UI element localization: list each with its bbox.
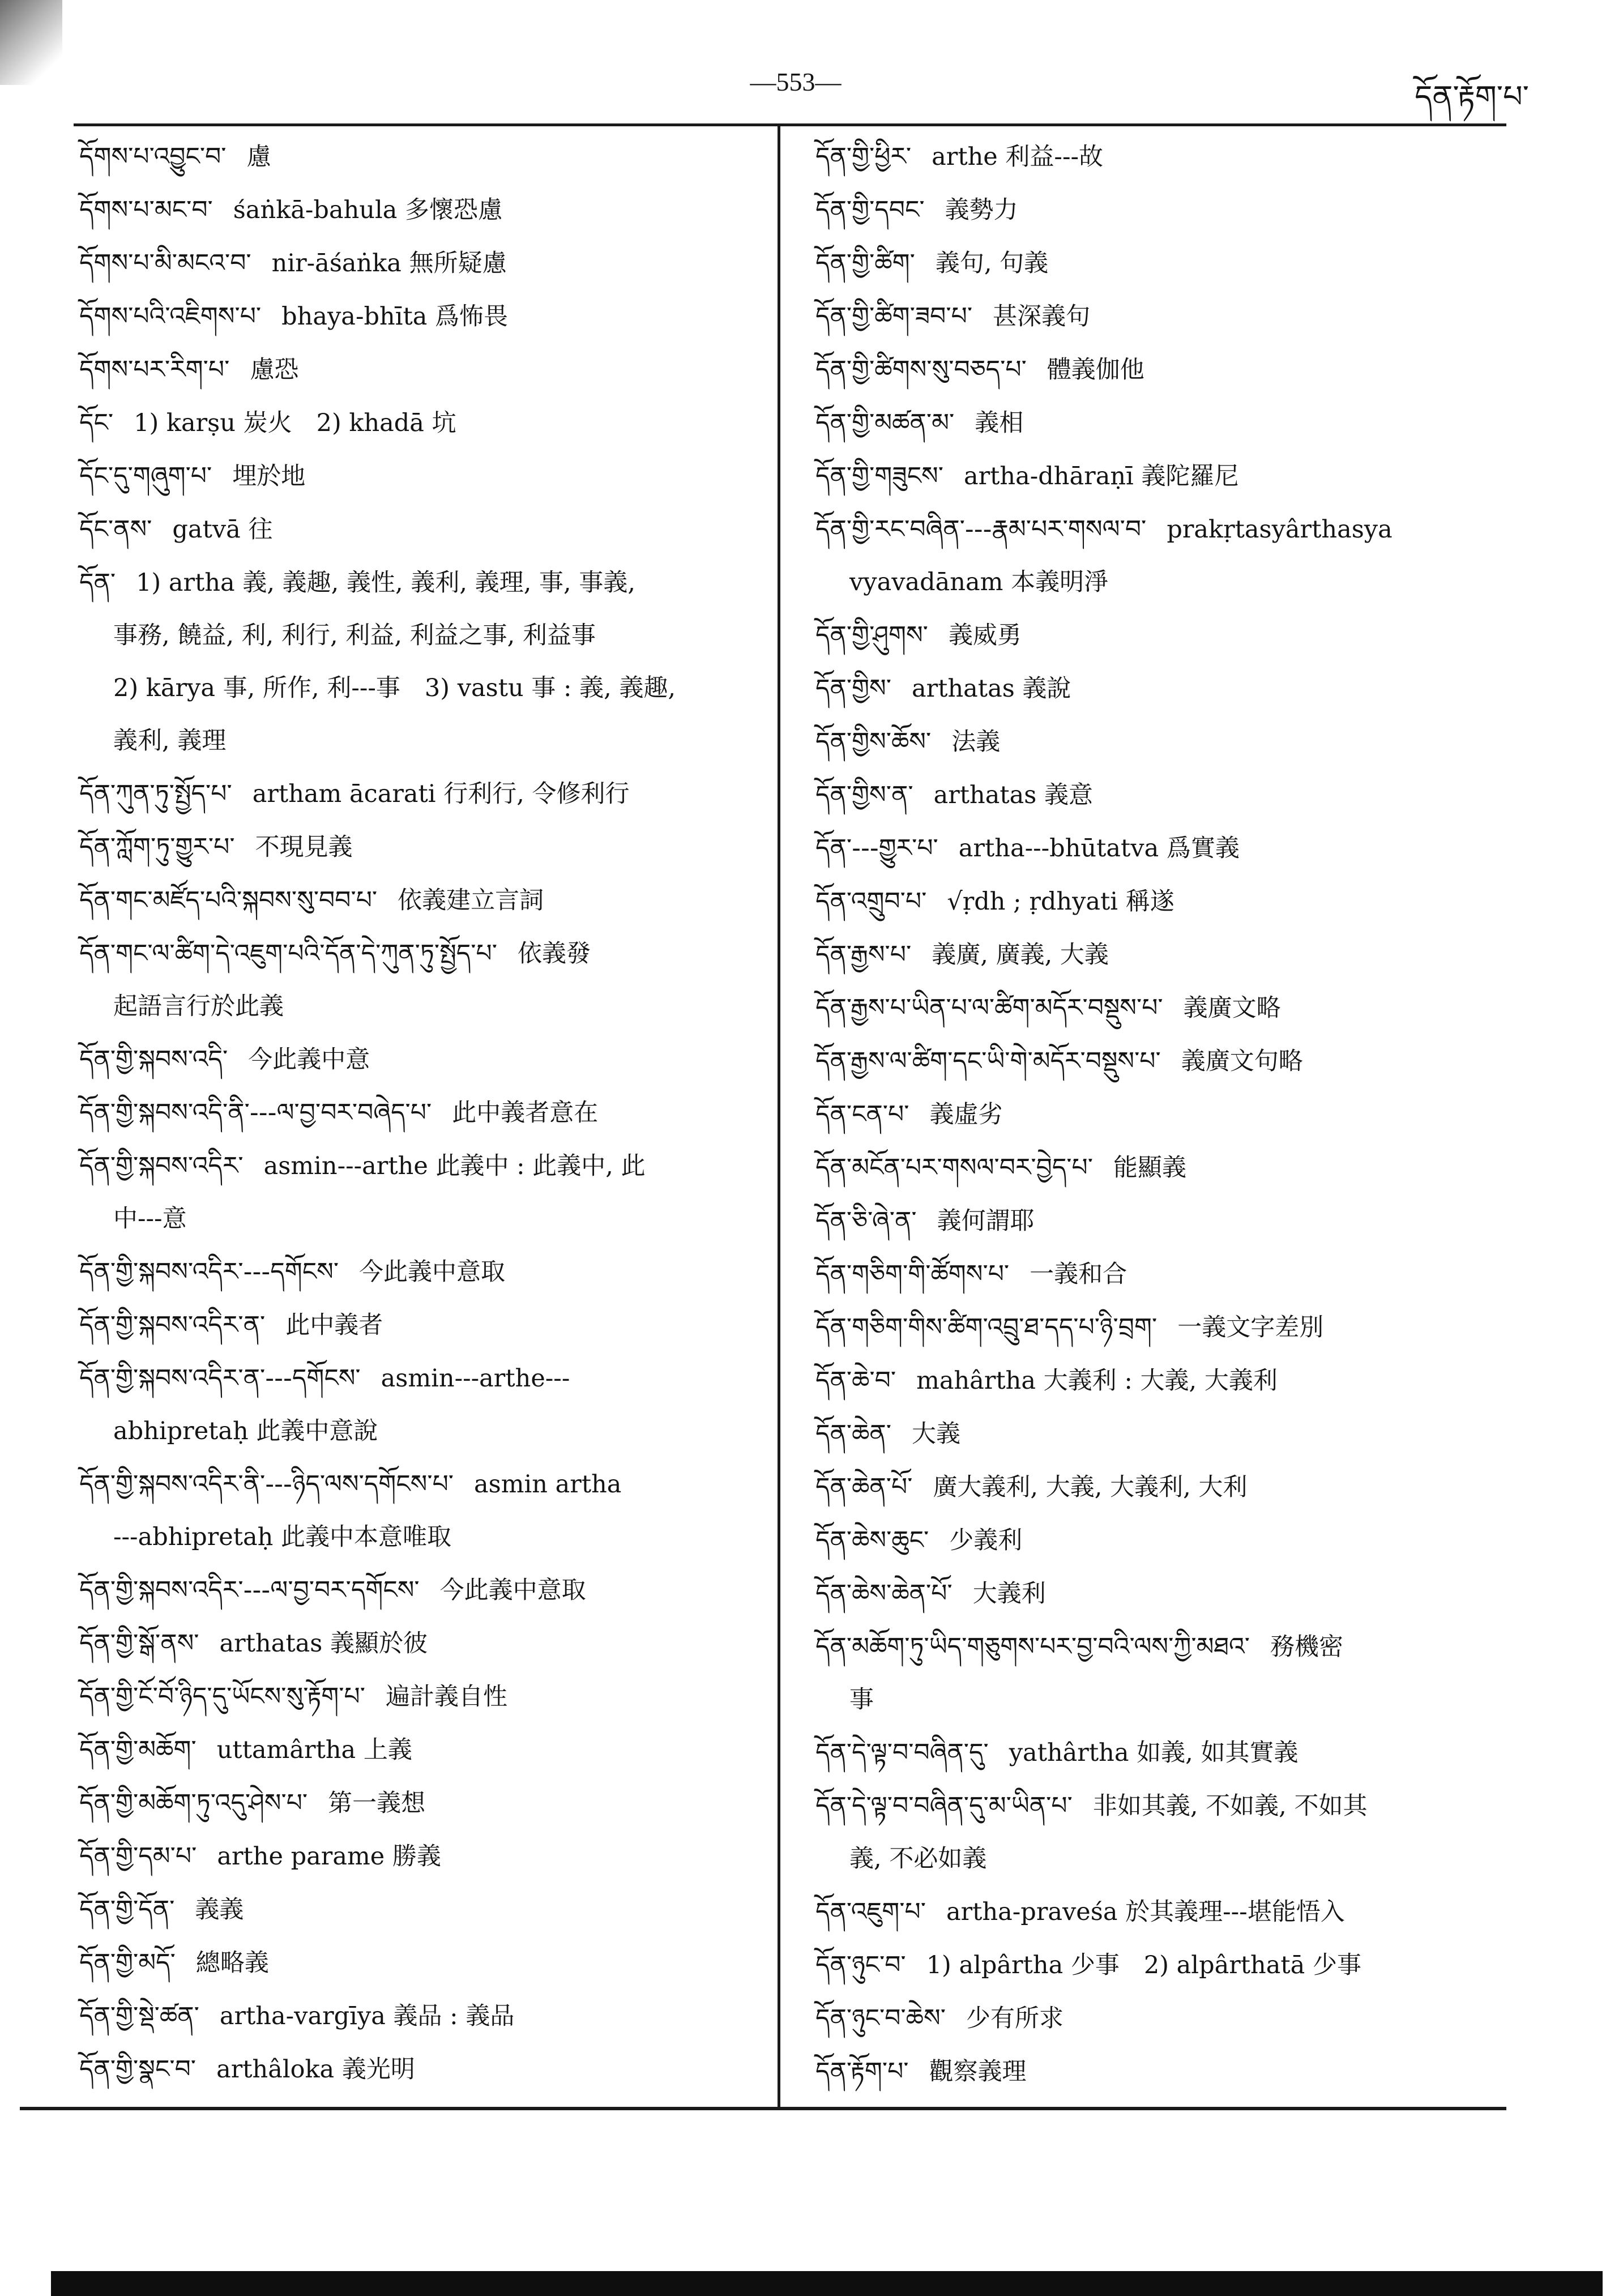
dictionary-entry (815, 1567, 1495, 1620)
entry-line (79, 1564, 759, 1617)
dictionary-entry (79, 1936, 759, 1990)
entry-definition: nir-āśaṅka 無所疑慮 (271, 249, 507, 278)
tibetan-headword: དོན་ངན་པ་ (815, 1100, 909, 1129)
entry-definition: artham ācarati 行利行, 令修利行 (252, 780, 630, 808)
dictionary-entry (79, 1830, 759, 1883)
tibetan-headword: དོན་གྱི་ཚིག་ (815, 249, 915, 278)
tibetan-headword: དོང་ནས་ (79, 515, 152, 544)
entry-line (79, 237, 759, 290)
entry-definition: uttamârtha 上義 (216, 1736, 412, 1764)
tibetan-headword: དོན་གྱི་གཟུངས་ (815, 462, 943, 490)
entry-definition: 體義伽他 (1047, 356, 1144, 384)
tibetan-headword: དོན་གྱི་སྒོ་ནས་ (79, 1629, 199, 1658)
entry-line (815, 1992, 1495, 2045)
entry-line (815, 715, 1495, 769)
dictionary-entry (79, 1617, 759, 1670)
entry-line (815, 1779, 1495, 1833)
dictionary-entry (815, 1620, 1495, 1726)
entry-line (815, 343, 1495, 396)
entry-definition: 慮 (246, 143, 271, 171)
entry-line (815, 503, 1495, 556)
entry-line (815, 1567, 1495, 1620)
tibetan-headword: དོན་དེ་ལྟ་བ་བཞིན་དུ་མ་ཡིན་པ་ (815, 1791, 1073, 1820)
entry-definition: 甚深義句 (993, 302, 1091, 331)
tibetan-headword: དོན་གྱི་མཆོག་ཏུ་འདུ་ཤེས་པ་ (79, 1789, 308, 1817)
dictionary-entry (815, 450, 1495, 503)
dictionary-entry (815, 2045, 1495, 2098)
dictionary-entry (79, 1299, 759, 1352)
entry-line (79, 1033, 759, 1086)
tibetan-headword: དོན་གྱི་སྐབས་འདིར་ན་ (79, 1311, 266, 1339)
entry-continuation-line (79, 715, 759, 767)
entry-definition: 埋於地 (232, 462, 306, 490)
entry-line (815, 450, 1495, 503)
entry-line (815, 183, 1495, 237)
dictionary-entry (79, 1245, 759, 1299)
dictionary-entry (815, 928, 1495, 981)
entry-definition: 今此義中意取 (359, 1258, 506, 1286)
entry-line (815, 1035, 1495, 1088)
tibetan-headword: དོན་གྱི་སྡེ་ཚན་ (79, 2001, 199, 2030)
tibetan-headword: དོན་ཆེན་པོ་ (815, 1473, 913, 1501)
tibetan-headword: དོན་གྱི་དབང་ (815, 195, 925, 224)
entry-line (79, 503, 759, 556)
entry-definition: 義勢力 (945, 196, 1018, 224)
entry-line (79, 1777, 759, 1830)
entry-definition: 此中義者 (285, 1311, 383, 1339)
tibetan-headword: དོན་འཇུག་པ་ (815, 1897, 926, 1926)
entry-line (79, 396, 759, 450)
dictionary-entry (79, 1564, 759, 1617)
tibetan-headword: དོན་མངོན་པར་གསལ་བར་བྱེད་པ་ (815, 1153, 1093, 1182)
entry-definition: 第一義想 (328, 1789, 426, 1817)
entry-definition: 義利, 義理 (113, 727, 227, 755)
tibetan-headword: དོན་གྱི་སྐབས་འདིར་ན་---དགོངས་ (79, 1364, 361, 1393)
entry-definition: 義義 (195, 1896, 244, 1924)
entry-definition: arthe 利益---故 (932, 143, 1104, 171)
tibetan-headword: དོན་གྱི་ཚིགས་སུ་བཅད་པ་ (815, 355, 1027, 384)
entry-line (815, 609, 1495, 662)
dictionary-entry (815, 1088, 1495, 1141)
entry-definition: asmin---arthe--- (381, 1364, 570, 1393)
tibetan-headword: དོན་གྱི་ཚིག་ཟབ་པ་ (815, 302, 973, 331)
tibetan-headword: དོན་གྱི་དོན་ (79, 1895, 175, 1924)
tibetan-headword: དོན་འགྲུབ་པ་ (815, 887, 927, 916)
entry-definition: 總略義 (195, 1949, 269, 1977)
dictionary-entry (79, 343, 759, 396)
entry-definition: arthatas 義顯於彼 (219, 1629, 428, 1658)
entry-definition: 此中義者意在 (452, 1099, 599, 1127)
tibetan-headword: དོན་གང་ལ་ཚིག་དེ་འཇུག་པའི་དོན་དེ་ཀུན་ཏུ་སྤྱོད་པ་ (79, 939, 497, 968)
dictionary-entry (815, 1514, 1495, 1567)
tibetan-headword: དོགས་པ་མི་མངའ་བ་ (79, 249, 251, 278)
entry-line (79, 130, 759, 183)
tibetan-headword: དོན་ཆེས་ཆུང་ (815, 1526, 929, 1555)
dictionary-entry (79, 1458, 759, 1564)
entry-definition: 慮恐 (250, 356, 299, 384)
dictionary-entry (815, 183, 1495, 237)
entry-line (79, 767, 759, 821)
tibetan-headword: དོན་གྱི་སྐབས་འདིར་ (79, 1151, 244, 1180)
dictionary-entry (79, 874, 759, 927)
dictionary-entry (815, 875, 1495, 928)
dictionary-entry (815, 396, 1495, 450)
tibetan-headword: དོན་ཉུང་བ་ (815, 1951, 906, 1979)
entry-definition: bhaya-bhīta 爲怖畏 (281, 302, 509, 331)
entry-definition: asmin artha (474, 1470, 622, 1499)
entry-continuation-line (815, 1674, 1495, 1726)
entry-definition: 不現見義 (255, 833, 353, 861)
entry-line (815, 1620, 1495, 1674)
entry-line (79, 1086, 759, 1140)
entry-continuation-line (79, 1193, 759, 1245)
entry-definition: 廣大義利, 大義, 大義利, 大利 (933, 1473, 1248, 1501)
tibetan-headword: དོན་གྱི་རང་བཞིན་---རྣམ་པར་གསལ་བ་ (815, 515, 1147, 544)
tibetan-headword: དོན་གྱི་མཚན་མ་ (815, 408, 955, 437)
dictionary-entry (815, 1035, 1495, 1088)
entry-line (815, 1726, 1495, 1779)
entry-definition: 2) kārya 事, 所作, 利---事 3) vastu 事 : 義, 義趣, (113, 674, 676, 702)
entry-line (815, 1194, 1495, 1248)
entry-line (815, 290, 1495, 343)
entry-definition: arthatas 義說 (911, 675, 1071, 703)
tibetan-headword: དོན་གྱི་མཆོག་ (79, 1735, 197, 1764)
entry-line (79, 927, 759, 980)
entry-line (79, 821, 759, 874)
dictionary-entry (79, 237, 759, 290)
dictionary-entry (79, 821, 759, 874)
tibetan-headword: དོན་རྒྱས་པ་ཡིན་པ་ལ་ཚིག་མདོར་བསྡུས་པ་ (815, 993, 1163, 1022)
tibetan-headword: དོན་གྱི་ངོ་བོ་ཉིད་དུ་ཡོངས་སུ་རྟོག་པ་ (79, 1682, 365, 1711)
entry-line (815, 130, 1495, 183)
tibetan-headword: དོན་གྱི་སྐབས་འདིར་---དགོངས་ (79, 1257, 339, 1286)
dictionary-entry (815, 1407, 1495, 1461)
entry-definition: 1) karṣu 炭火 2) khadā 坑 (134, 409, 456, 437)
entry-line (815, 1088, 1495, 1141)
entry-definition: 觀察義理 (929, 2058, 1027, 2086)
entry-line (79, 1140, 759, 1193)
entry-definition: 義廣文略 (1183, 994, 1281, 1022)
entry-line (815, 1248, 1495, 1301)
entry-line (79, 1883, 759, 1936)
dictionary-entry (815, 981, 1495, 1035)
entry-line (79, 1830, 759, 1883)
entry-definition: 依義發 (517, 940, 591, 968)
entry-line (815, 396, 1495, 450)
entry-definition: 義威勇 (948, 621, 1022, 650)
entry-definition: 少有所求 (966, 2004, 1064, 2033)
tibetan-headword: དོན་མཆོག་ཏུ་ཡིད་གཅུགས་པར་བྱ་བའི་ལས་ཀྱི་མཐའ་ (815, 1632, 1250, 1661)
dictionary-entry (815, 822, 1495, 875)
entry-definition: 今此義中意 (248, 1045, 370, 1074)
entry-definition: 義相 (975, 409, 1024, 437)
entry-line (815, 928, 1495, 981)
running-head: དོན་རྟོག་པ་ (1415, 79, 1529, 114)
entry-continuation-line (79, 980, 759, 1033)
entry-line (79, 1990, 759, 2043)
entry-line (815, 237, 1495, 290)
tibetan-headword: དོན་ཉུང་བ་ཆེས་ (815, 2004, 946, 2033)
tibetan-headword: དོགས་པ་འབྱུང་བ་ (79, 142, 227, 171)
tibetan-headword: དོགས་པའི་འཇིགས་པ་ (79, 302, 262, 331)
tibetan-headword: དོགས་པ་མང་བ་ (79, 195, 213, 224)
entry-definition: mahârtha 大義利 : 大義, 大義利 (916, 1367, 1278, 1395)
entry-definition: artha---bhūtatva 爲實義 (958, 834, 1240, 863)
entry-line (815, 875, 1495, 928)
entry-definition: √ṛdh ; ṛdhyati 稱遂 (947, 887, 1174, 916)
bottom-rule (20, 2107, 1506, 2110)
dictionary-entry (79, 1883, 759, 1936)
entry-definition: 依義建立言詞 (398, 886, 544, 915)
entry-definition: 1) artha 義, 義趣, 義性, 義利, 義理, 事, 事義, (136, 569, 636, 597)
entry-line (79, 874, 759, 927)
entry-line (79, 1245, 759, 1299)
scan-corner-smudge (0, 0, 62, 85)
dictionary-entry (815, 343, 1495, 396)
tibetan-headword: དོན་ (79, 568, 116, 597)
dictionary-entry (815, 662, 1495, 715)
dictionary-entry (79, 1777, 759, 1830)
tibetan-headword: དོན་གྱི་མདོ་ (79, 1948, 176, 1977)
entry-definition: asmin---arthe 此義中 : 此義中, 此 (263, 1152, 646, 1180)
tibetan-headword: དོན་ཀློག་ཏུ་གྱུར་པ་ (79, 833, 235, 861)
tibetan-headword: དོན་གྱིས་ན་ (815, 780, 913, 809)
entry-definition: 義句, 句義 (935, 249, 1049, 278)
tibetan-headword: དོན་གྱི་སྣང་བ་ (79, 2055, 197, 2084)
entry-definition: 遍計義自性 (385, 1683, 507, 1711)
tibetan-headword: དོན་གྱི་སྐབས་འདི་ (79, 1045, 228, 1074)
dictionary-entry (79, 396, 759, 450)
dictionary-entry (79, 1033, 759, 1086)
entry-definition: 法義 (951, 728, 1001, 756)
dictionary-entry (79, 1352, 759, 1458)
tibetan-headword: དོན་གྱི་སྐབས་འདིར་---ལ་བྱ་བར་དགོངས་ (79, 1576, 420, 1604)
dictionary-entry (79, 2043, 759, 2096)
top-rule (74, 123, 1506, 126)
entry-definition: artha-vargīya 義品 : 義品 (219, 2002, 515, 2030)
entry-line (79, 290, 759, 343)
entry-definition: arthâloka 義光明 (216, 2055, 415, 2084)
dictionary-entry (815, 609, 1495, 662)
entry-definition: 中---意 (113, 1205, 187, 1233)
entry-line (79, 1670, 759, 1723)
entry-line (79, 556, 759, 609)
tibetan-headword: དོན་གྱི་ཤུགས་ (815, 621, 928, 650)
tibetan-headword: དོགས་པར་རིག་པ་ (79, 355, 230, 384)
tibetan-headword: དོན་ཀུན་ཏུ་སྤྱོད་པ་ (79, 779, 232, 808)
entry-line (79, 2043, 759, 2096)
dictionary-entry (79, 1140, 759, 1245)
entry-definition: śaṅkā-bahula 多懷恐慮 (233, 196, 503, 224)
entry-definition: 義, 不必如義 (849, 1845, 987, 1873)
entry-definition: 少義利 (949, 1526, 1023, 1555)
entry-definition: 一義文字差別 (1177, 1313, 1324, 1342)
dictionary-entry (79, 927, 759, 1033)
tibetan-headword: དོན་གྱི་སྐབས་འདིར་ནི་---ཉིད་ལས་དགོངས་པ་ (79, 1470, 454, 1499)
entry-definition: arthatas 義意 (933, 781, 1094, 809)
entry-continuation-line (79, 1511, 759, 1564)
tibetan-headword: དོན་གྱིས་ཆོས་ (815, 727, 932, 756)
dictionary-entry (79, 290, 759, 343)
tibetan-headword: དོན་གཅིག་གི་ཚོགས་པ་ (815, 1260, 1010, 1288)
tibetan-headword: དོན་གྱིས་ (815, 674, 891, 703)
left-column (79, 130, 759, 2096)
dictionary-entry (815, 1461, 1495, 1514)
entry-definition: 義廣, 廣義, 大義 (932, 941, 1109, 969)
entry-line (79, 1458, 759, 1511)
dictionary-entry (815, 1939, 1495, 1992)
entry-line (815, 1885, 1495, 1939)
dictionary-entry (815, 1248, 1495, 1301)
tibetan-headword: དོན་ཆེན་ (815, 1419, 891, 1448)
tibetan-headword: དོན་རྒྱས་ལ་ཚིག་དང་ཡི་གེ་མདོར་བསྡུས་པ་ (815, 1047, 1161, 1076)
entry-definition: 義廣文句略 (1181, 1047, 1303, 1076)
dictionary-entry (79, 130, 759, 183)
entry-line (815, 1301, 1495, 1354)
entry-definition: arthe parame 勝義 (217, 1842, 441, 1871)
tibetan-headword: དོན་རྒྱས་པ་ (815, 940, 912, 969)
dictionary-entry (815, 1301, 1495, 1354)
tibetan-headword: དོན་གྱི་དམ་པ་ (79, 1842, 197, 1871)
entry-definition: 務機密 (1270, 1633, 1344, 1661)
tibetan-headword: དོན་དེ་ལྟ་བ་བཞིན་དུ་ (815, 1738, 989, 1767)
entry-definition: 今此義中意取 (439, 1576, 586, 1604)
tibetan-headword: དོན་གཅིག་གིས་ཚིག་འབྲུ་ཐ་དད་པ་ཉི་བྲག་ (815, 1313, 1158, 1342)
entry-line (815, 662, 1495, 715)
tibetan-headword: དོན་ཅི་ཞེ་ན་ (815, 1206, 917, 1235)
dictionary-entry (815, 237, 1495, 290)
entry-definition: 能顯義 (1113, 1154, 1186, 1182)
dictionary-entry (815, 769, 1495, 822)
dictionary-entry (815, 503, 1495, 609)
entry-line (79, 1299, 759, 1352)
column-divider (778, 126, 780, 2108)
entry-definition: 義何謂耶 (937, 1207, 1035, 1235)
entry-definition: artha-dhāraṇī 義陀羅尼 (963, 462, 1239, 490)
dictionary-entry (815, 1726, 1495, 1779)
dictionary-entry (79, 1670, 759, 1723)
dictionary-entry (815, 1885, 1495, 1939)
entry-line (815, 822, 1495, 875)
dictionary-entry (815, 130, 1495, 183)
dictionary-entry (815, 1354, 1495, 1407)
tibetan-headword: དོན་རྟོག་པ་ (815, 2057, 909, 2086)
entry-definition: artha-praveśa 於其義理---堪能悟入 (946, 1898, 1345, 1926)
entry-continuation-line (79, 662, 759, 715)
dictionary-entry (815, 1194, 1495, 1248)
dictionary-entry (815, 715, 1495, 769)
tibetan-headword: དོན་གྱི་ཕྱིར་ (815, 142, 912, 171)
entry-line (815, 1354, 1495, 1407)
entry-definition: 1) alpârtha 少事 2) alpârthatā 少事 (926, 1951, 1361, 1979)
entry-definition: 事務, 饒益, 利, 利行, 利益, 利益之事, 利益事 (113, 621, 596, 650)
entry-line (79, 183, 759, 237)
dictionary-entry (815, 1141, 1495, 1194)
dictionary-entry (815, 290, 1495, 343)
tibetan-headword: དོན་ཆེས་ཆེན་པོ་ (815, 1579, 953, 1608)
dictionary-entry (79, 1086, 759, 1140)
dictionary-entry (79, 183, 759, 237)
entry-line (79, 1936, 759, 1990)
entry-definition: 一義和合 (1030, 1260, 1127, 1288)
page-number: —553— (750, 67, 842, 96)
entry-definition: 起語言行於此義 (113, 992, 284, 1021)
entry-definition: ---abhipretaḥ 此義中本意唯取 (113, 1523, 452, 1551)
entry-definition: 大義利 (972, 1580, 1046, 1608)
tibetan-headword: དོང་ (79, 408, 114, 437)
entry-line (815, 1939, 1495, 1992)
entry-line (815, 981, 1495, 1035)
dictionary-entry (815, 1779, 1495, 1885)
right-column (815, 130, 1495, 2098)
entry-line (815, 769, 1495, 822)
entry-definition: abhipretaḥ 此義中意說 (113, 1417, 378, 1445)
entry-line (815, 1461, 1495, 1514)
entry-definition: vyavadānam 本義明淨 (849, 568, 1109, 596)
entry-line (79, 1617, 759, 1670)
entry-continuation-line (79, 1405, 759, 1458)
tibetan-headword: དོན་གྱི་སྐབས་འདི་ནི་---ལ་བྱ་བར་བཞེད་པ་ (79, 1098, 432, 1127)
dictionary-entry (79, 1990, 759, 2043)
tibetan-headword: དོང་དུ་གཞུག་པ་ (79, 462, 212, 490)
entry-definition: 非如其義, 不如義, 不如其 (1092, 1792, 1368, 1820)
scan-edge-band (51, 2271, 1603, 2296)
entry-line (79, 343, 759, 396)
entry-line (79, 1723, 759, 1777)
dictionary-entry (79, 556, 759, 767)
tibetan-headword: དོན་---གྱུར་པ་ (815, 834, 938, 863)
entry-continuation-line (815, 556, 1495, 609)
dictionary-entry (79, 1723, 759, 1777)
dictionary-entry (815, 1992, 1495, 2045)
dictionary-entry (79, 767, 759, 821)
entry-line (815, 1514, 1495, 1567)
entry-line (79, 1352, 759, 1405)
dictionary-entry (79, 450, 759, 503)
dictionary-entry (79, 503, 759, 556)
entry-continuation-line (815, 1833, 1495, 1885)
entry-definition: yathârtha 如義, 如其實義 (1009, 1739, 1299, 1767)
entry-line (79, 450, 759, 503)
entry-line (815, 1141, 1495, 1194)
tibetan-headword: དོན་གང་མཛོད་པའི་སྐབས་སུ་བབ་པ་ (79, 886, 378, 915)
entry-line (815, 1407, 1495, 1461)
entry-definition: 義虛劣 (929, 1100, 1003, 1129)
entry-definition: 事 (849, 1685, 874, 1714)
entry-definition: gatvā 往 (172, 515, 273, 544)
entry-definition: 大義 (911, 1420, 960, 1448)
tibetan-headword: དོན་ཆེ་བ་ (815, 1366, 896, 1395)
entry-line (815, 2045, 1495, 2098)
entry-definition: prakṛtasyârthasya (1167, 515, 1393, 544)
entry-continuation-line (79, 609, 759, 662)
